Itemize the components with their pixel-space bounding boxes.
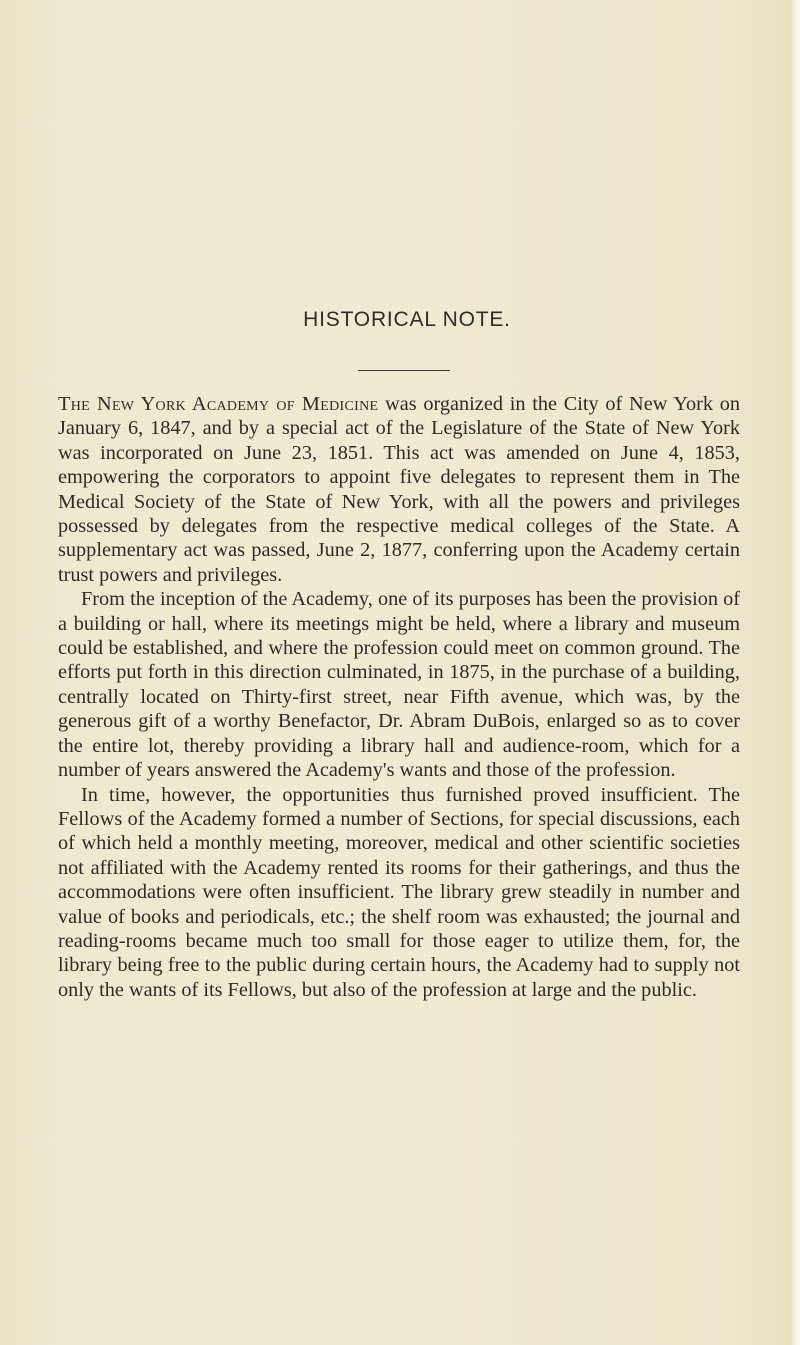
page-edge: [790, 0, 800, 1345]
paragraph-3: In time, however, the opportunities thus furnished proved insufficient. The Fellows of the Academy formed a number of Sections, for special discussions, each of which held a monthly meeting, moreover, medical and other scientific societies not affiliated with the Academy rented its rooms for their gatherings, and thus the accommodations were often insufficient. The library grew steadily in number and value of books and periodicals, etc.; the shelf room was exhausted; the journal and reading-rooms became much too small for those eager to utilize them, for, the library being free to the public during certain hours, the Academy had to supply not only the wants of its Fellows, but also of the profession at large and the public.: [58, 783, 740, 1001]
title-divider: [358, 370, 450, 371]
page-title: HISTORICAL NOTE.: [303, 308, 511, 331]
body-text: [58, 392, 740, 1002]
paragraph-1: [58, 392, 740, 587]
paragraph-2: From the inception of the Academy, one of its purposes has been the provision of a building or hall, where its meetings might be held, where a library and museum could be established, and where the profession could meet on common ground. The efforts put forth in this direction culminated, in 1875, in the purchase of a building, centrally located on Thirty-first street, near Fifth avenue, which was, by the generous gift of a worthy Benefactor, Dr. Abram DuBois, enlarged so as to cover the entire lot, thereby providing a library hall and audience-room, which for a number of years answered the Academy's wants and those of the profession.: [58, 588, 740, 782]
paragraph-1-lead: The New York Academy of Medicine: [58, 393, 379, 415]
paragraph-1-text: was organized in the City of New York on January 6, 1847, and by a special act of the Legislature of the State of New York was incorporated on June 23, 1851. This act was amended on June 4, 1853, empowering the corporators to appoint five delegates to represent them in The Medical Society of the State of New York, with all the powers and privileges possessed by delegates from the respective medical colleges of the State. A supplementary act was passed, June 2, 1877, conferring upon the Academy certain trust powers and privileges.: [58, 393, 741, 586]
